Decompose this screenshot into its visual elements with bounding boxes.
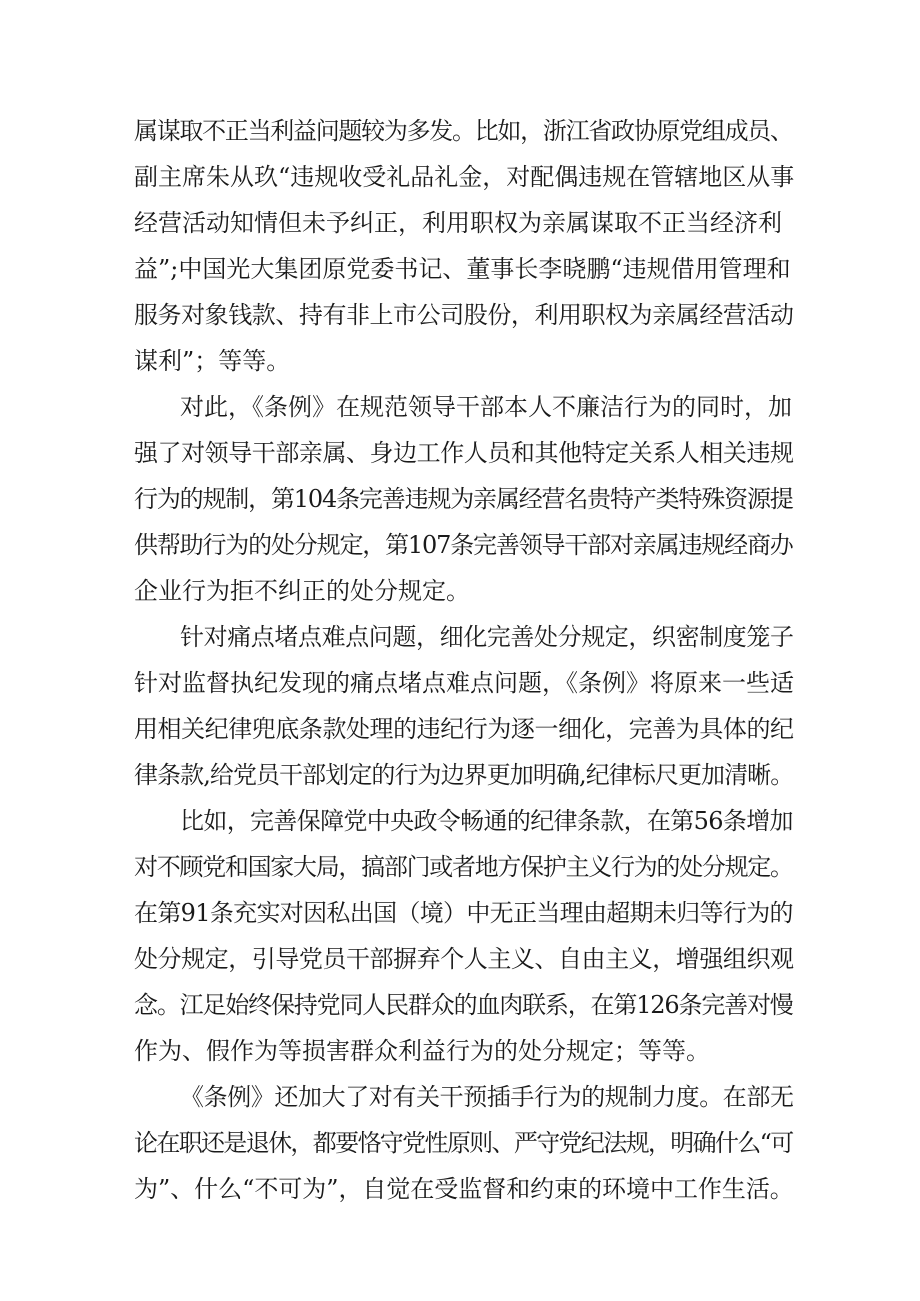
text-line: 益”;中国光大集团原党委书记、董事长李晓鹏“违规借用管理和 <box>134 255 791 283</box>
text-line: 服务对象钱款、持有非上市公司股份，利用职权为亲属经营活动 <box>134 301 794 329</box>
text-line: 企业行为拒不纠正的处分规定。 <box>134 577 470 605</box>
text-line: 针对监督执纪发现的痛点堵点难点问题，《条例》将原来一些适 <box>134 669 794 697</box>
text-line: 谋利”；等等。 <box>134 347 291 375</box>
text-line: 行为的规制，第104条完善违规为亲属经营名贵特产类特殊资源提 <box>134 485 793 513</box>
text-line: 供帮助行为的处分规定，第107条完善领导干部对亲属违规经商办 <box>134 531 793 559</box>
paragraph-first-line: 《条例》还加大了对有关干预插手行为的规制力度。在部无 <box>180 1083 794 1111</box>
text-line: 为”、什么“不可为”，自觉在受监督和约束的环境中工作生活。 <box>134 1175 794 1203</box>
text-line: 属谋取不正当利益问题较为多发。比如，浙江省政协原党组成员、 <box>134 117 793 145</box>
text-line: 强了对领导干部亲属、身边工作人员和其他特定关系人相关违规 <box>134 439 794 467</box>
text-line: 对不顾党和国家大局，搞部门或者地方保护主义行为的处分规定。 <box>134 853 793 881</box>
text-line: 念。江足始终保持党同人民群众的血肉联系，在第126条完善对慢 <box>134 991 793 1019</box>
text-line: 作为、假作为等损害群众利益行为的处分规定；等等。 <box>134 1037 710 1065</box>
text-line: 经营活动知情但未予纠正，利用职权为亲属谋取不正当经济利 <box>134 209 782 237</box>
paragraph-first-line: 对此，《条例》在规范领导干部本人不廉洁行为的同时，加 <box>180 393 792 421</box>
text-line: 律条款,给党员干部划定的行为边界更加明确,纪律标尺更加清晰。 <box>134 761 794 789</box>
text-line: 在第91条充实对因私出国（境）中无正当理由超期未归等行为的 <box>134 899 793 927</box>
text-line: 处分规定，引导党员干部摒弃个人主义、自由主义，增强组织观 <box>134 945 794 973</box>
text-line: 用相关纪律兜底条款处理的违纪行为逐一细化，完善为具体的纪 <box>134 715 794 743</box>
text-line: 副主席朱从玖“违规收受礼品礼金，对配偶违规在管辖地区从事 <box>134 163 795 191</box>
paragraph-first-line: 比如，完善保障党中央政令畅通的纪律条款，在第56条增加 <box>180 807 793 835</box>
section-heading-line: 针对痛点堵点难点问题，细化完善处分规定，织密制度笼子 <box>180 623 794 651</box>
text-line: 论在职还是退休，都要恪守党性原则、严守党纪法规，明确什么“可 <box>134 1129 793 1157</box>
